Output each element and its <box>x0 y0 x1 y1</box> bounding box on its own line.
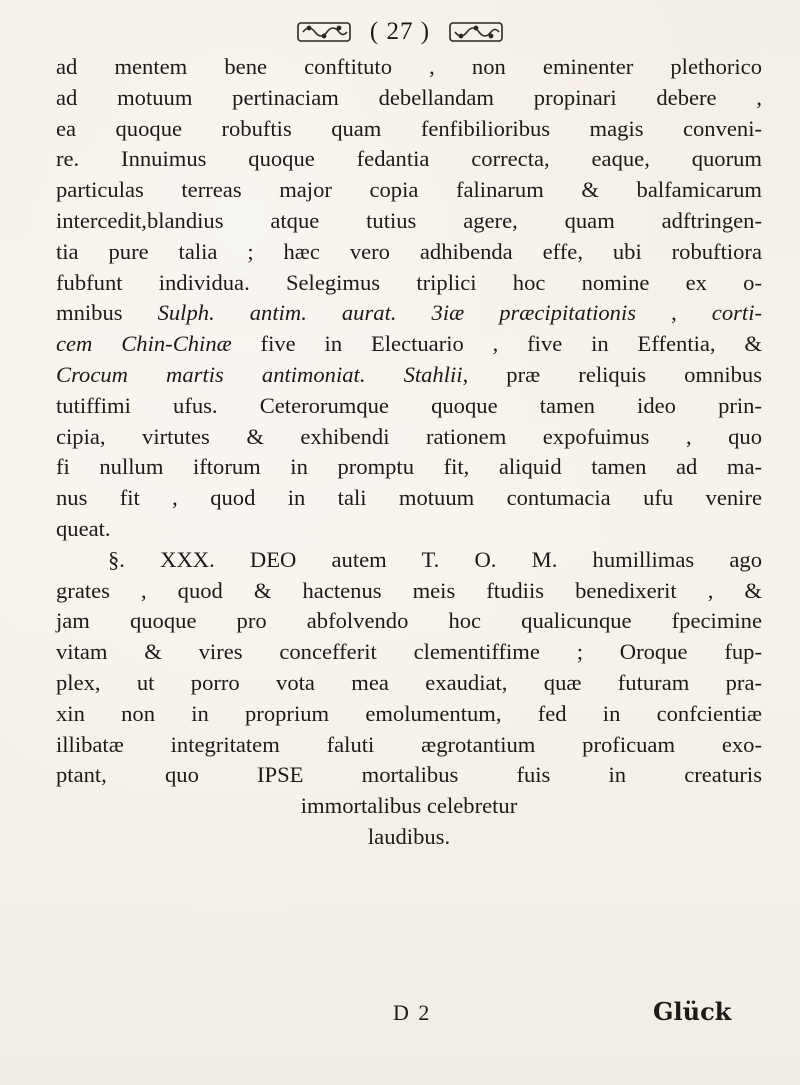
text-run: tia pure talia ; hæc vero adhibenda effe, ubi robuftiora <box>56 238 762 264</box>
text-line <box>56 268 762 299</box>
text-line <box>56 114 762 145</box>
text-line <box>56 514 762 545</box>
text-line <box>56 52 762 83</box>
text-run: ptant, quo IPSE mortalibus fuis in creaturis <box>56 762 762 788</box>
italic-text-run: Crocum martis antimoniat. Stahlii <box>56 361 463 387</box>
text-run: , præ reliquis omnibus <box>462 361 762 387</box>
text-run: vitam & vires concefferit clementiffime ; Oroque fup- <box>56 639 762 665</box>
page-header <box>0 10 800 50</box>
text-run: , <box>636 300 712 326</box>
text-line <box>56 298 762 329</box>
text-run: jam quoque pro abfolvendo hoc qualicunque fpecimine <box>56 608 762 634</box>
text-run: illibatæ integritatem faluti ægrotantium proficuam exo- <box>56 731 762 757</box>
text-line <box>56 422 762 453</box>
text-run: queat. <box>56 515 111 541</box>
text-run: cipia, virtutes & exhibendi rationem expofuimus , quo <box>56 423 762 449</box>
italic-text-run: corti- <box>711 300 762 326</box>
printer-fleuron-icon <box>295 19 353 45</box>
text-line <box>56 606 762 637</box>
text-run: intercedit,blandius atque tutius agere, quam adftringen- <box>56 207 762 233</box>
text-line <box>56 637 762 668</box>
text-line <box>56 360 762 391</box>
text-run: fubfunt individua. Selegimus triplici hoc nomine ex o- <box>56 269 762 295</box>
text-run: grates , quod & hactenus meis ftudiis benedixerit , & <box>56 577 762 603</box>
text-run: laudibus. <box>367 823 451 849</box>
page-number: ( 27 ) <box>369 18 431 46</box>
text-run: tutiffimi ufus. Ceterorumque quoque tamen ideo prin- <box>56 392 762 418</box>
text-run: mnibus <box>56 300 158 326</box>
text-line <box>56 791 762 822</box>
text-line <box>56 452 762 483</box>
text-run: immortalibus celebretur <box>300 793 518 819</box>
text-line <box>56 730 762 761</box>
text-line <box>56 206 762 237</box>
italic-text-run: cem Chin-Chinæ <box>56 331 232 357</box>
printer-fleuron-icon <box>447 19 505 45</box>
text-line <box>56 668 762 699</box>
catchword: Glück <box>653 997 732 1026</box>
text-run: particulas terreas major copia falinarum & balfamicarum <box>56 177 762 203</box>
text-run: plex, ut porro vota mea exaudiat, quæ futuram pra- <box>56 669 762 695</box>
text-line <box>56 699 762 730</box>
text-line <box>56 391 762 422</box>
text-line <box>56 237 762 268</box>
text-run: fi nullum iftorum in promptu fit, aliquid tamen ad ma- <box>56 454 762 480</box>
text-line <box>56 83 762 114</box>
body-text <box>56 52 762 853</box>
text-run: ad motuum pertinaciam debellandam propinari debere , <box>56 84 762 110</box>
text-line <box>56 822 762 853</box>
signature-mark: D 2 <box>393 1000 432 1025</box>
text-run: xin non in proprium emolumentum, fed in confcientiæ <box>56 700 762 726</box>
text-run: nus fit , quod in tali motuum contumacia ufu venire <box>56 485 762 511</box>
text-line <box>56 576 762 607</box>
italic-text-run: Sulph. antim. aurat. 3iæ præcipitationis <box>157 300 637 326</box>
text-run: ad mentem bene conftituto , non eminenter plethorico <box>56 54 762 79</box>
text-line <box>56 760 762 791</box>
text-run: re. Innuimus quoque fedantia correcta, eaque, quorum <box>56 146 762 172</box>
text-run: five in Electuario , five in Effentia, & <box>231 331 762 357</box>
text-line <box>56 144 762 175</box>
text-run: ea quoque robuftis quam fenfibilioribus magis conveni- <box>56 115 762 141</box>
text-run: §. XXX. DEO autem T. O. M. humillimas ago <box>108 546 762 572</box>
text-line <box>56 483 762 514</box>
text-line <box>56 175 762 206</box>
text-line <box>56 545 762 576</box>
text-line <box>56 329 762 360</box>
